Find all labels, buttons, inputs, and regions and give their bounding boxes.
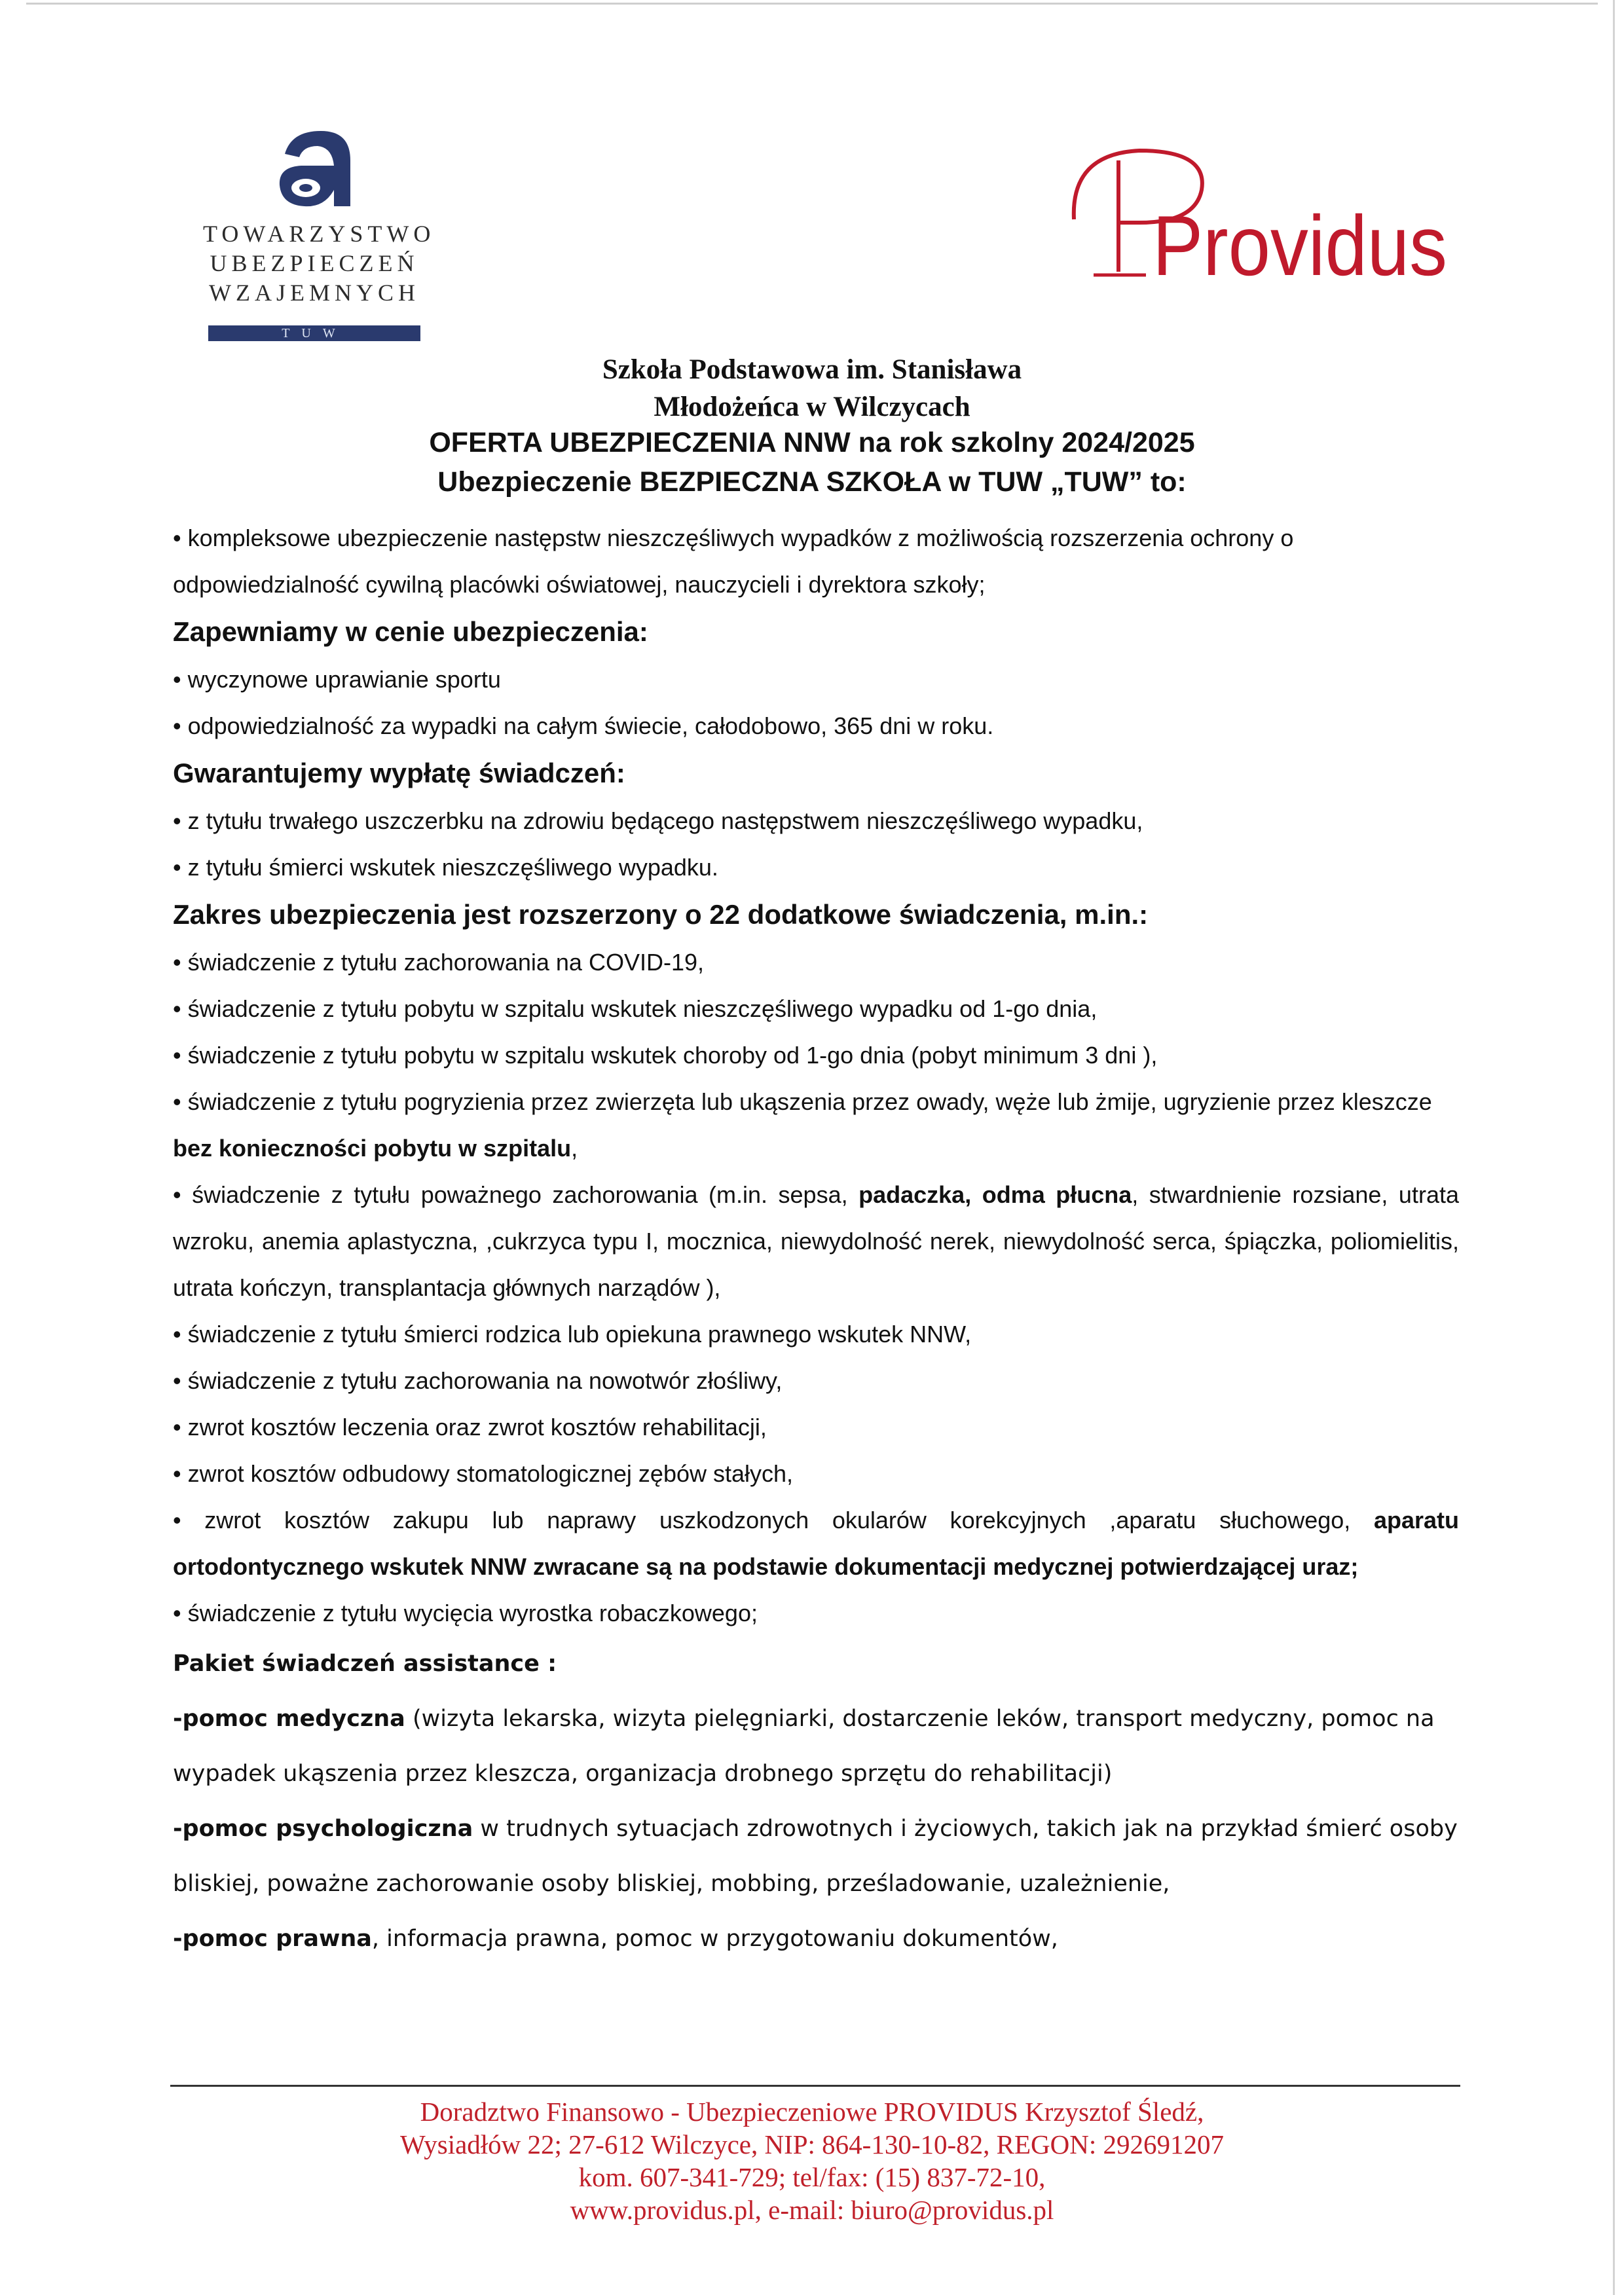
footer-divider (170, 2085, 1460, 2087)
offer-subtitle: Ubezpieczenie BEZPIECZNA SZKOŁA w TUW „TUW” to: (437, 466, 1187, 498)
footer (0, 2095, 1624, 2226)
list-item: • zwrot kosztów leczenia oraz zwrot kosztów rehabilitacji, (173, 1414, 767, 1441)
school-name-line1: Szkoła Podstawowa im. Stanisława (602, 354, 1022, 385)
section-heading-extended: Zakres ubezpieczenia jest rozszerzony o 22 dodatkowe świadczenia, m.in.: (173, 899, 1149, 930)
tuw-name-line: WZAJEMNYCH (209, 280, 420, 306)
list-item-text: , (571, 1135, 578, 1162)
assistance-text: , informacja prawna, pomoc w przygotowaniu dokumentów, (371, 1926, 1058, 1952)
list-item: • świadczenie z tytułu zachorowania na COVID-19, (173, 949, 704, 976)
assistance-item-legal (173, 1911, 1459, 1966)
list-item: • zwrot kosztów odbudowy stomatologicznej zębów stałych, (173, 1460, 794, 1487)
list-item (173, 1078, 1459, 1171)
list-item: • z tytułu trwałego uszczerbku na zdrowiu będącego następstwem nieszczęśliwego wypadku, (173, 807, 1143, 834)
footer-web-email: www.providus.pl, e-mail: biuro@providus.pl (570, 2195, 1054, 2225)
scan-edge-right (1613, 0, 1615, 2295)
assistance-item-medical (173, 1691, 1459, 1801)
assistance-item-psychological (173, 1801, 1459, 1911)
list-item-bold: aparatu ortodontycznego wskutek NNW zwracane są na podstawie dokumentacji medycznej potwierdzającej uraz; (173, 1507, 1459, 1580)
tuw-name-line: TOWARZYSTWO (203, 221, 435, 247)
footer-address: Wysiadłów 22; 27-612 Wilczyce, NIP: 864-130-10-82, REGON: 292691207 (400, 2129, 1224, 2159)
list-item: • świadczenie z tytułu śmierci rodzica lub opiekuna prawnego wskutek NNW, (173, 1321, 972, 1348)
list-item-text: • zwrot kosztów zakupu lub naprawy uszkodzonych okularów korekcyjnych ,aparatu słuchowego, (173, 1507, 1374, 1533)
assistance-text: w trudnych sytuacjach zdrowotnych i życiowych, takich jak na przykład śmierć osoby bliskiej, poważne zachorowanie osoby bliskiej, mobbing, prześladowanie, uzależnienie, (173, 1816, 1458, 1897)
list-item (173, 1497, 1459, 1590)
list-item-text: • świadczenie z tytułu poważnego zachorowania (m.in. sepsa, (173, 1181, 859, 1208)
school-name-line2: Młodożeńca w Wilczycach (654, 392, 970, 422)
list-item: • odpowiedzialność za wypadki na całym świecie, całodobowo, 365 dni w roku. (173, 712, 994, 739)
intro-paragraph: • kompleksowe ubezpieczenie następstw nieszczęśliwych wypadków z możliwością rozszerzenia ochrony o odpowiedzialność cywilną placówki oświatowej, nauczycieli i dyrektora szkoły; (173, 524, 1294, 598)
providus-logo (1067, 141, 1460, 311)
document-body (173, 515, 1459, 1966)
footer-phone: kom. 607-341-729; tel/fax: (15) 837-72-10, (578, 2162, 1046, 2192)
providus-text: Providus (1153, 198, 1447, 293)
section-heading-coverage: Zapewniamy w cenie ubezpieczenia: (173, 616, 648, 647)
tuw-bar: TUW (208, 325, 420, 341)
list-item-bold: bez konieczności pobytu w szpitalu (173, 1135, 572, 1162)
tuw-name (203, 219, 435, 308)
list-item (173, 1171, 1459, 1311)
scan-edge-top (26, 3, 1598, 5)
list-item-bold: padaczka, odma płucna (858, 1181, 1132, 1208)
list-item: • świadczenie z tytułu zachorowania na nowotwór złośliwy, (173, 1367, 783, 1394)
list-item: • świadczenie z tytułu pobytu w szpitalu wskutek nieszczęśliwego wypadku od 1-go dnia, (173, 995, 1098, 1022)
list-item-text: • świadczenie z tytułu pogryzienia przez zwierzęta lub ukąszenia przez owady, węże lub żmije, ugryzienie przez kleszcze (173, 1088, 1432, 1115)
tuw-name-line: UBEZPIECZEŃ (210, 250, 419, 276)
section-heading-benefits: Gwarantujemy wypłatę świadczeń: (173, 758, 625, 788)
footer-company: Doradztwo Finansowo - Ubezpieczeniowe PROVIDUS Krzysztof Śledź, (420, 2097, 1204, 2127)
list-item-text: , stwardnienie rozsiane, utrata wzroku, anemia aplastyczna, ,cukrzyca typu I, mocznica, niewydolność nerek, niewydolność serca, śpiączka, poliomielitis, utrata kończyn, transplantacja głównych narządów ), (173, 1181, 1459, 1301)
list-item: • świadczenie z tytułu pobytu w szpitalu wskutek choroby od 1-go dnia (pobyt minimum 3 dni ), (173, 1042, 1158, 1069)
assistance-label: -pomoc psychologiczna (173, 1816, 473, 1842)
list-item: • świadczenie z tytułu wycięcia wyrostka robaczkowego; (173, 1600, 758, 1626)
tuw-logo (203, 128, 435, 350)
assistance-title: Pakiet świadczeń assistance : (173, 1651, 557, 1677)
assistance-label: -pomoc medyczna (173, 1706, 405, 1732)
assistance-text: (wizyta lekarska, wizyta pielęgniarki, dostarczenie leków, transport medyczny, pomoc na wypadek ukąszenia przez kleszcza, organizacja drobnego sprzętu do rehabilitacji) (173, 1706, 1435, 1787)
list-item: • z tytułu śmierci wskutek nieszczęśliwego wypadku. (173, 854, 718, 881)
tuw-mark-icon (272, 128, 357, 210)
list-item: • wyczynowe uprawianie sportu (173, 666, 501, 693)
assistance-label: -pomoc prawna (173, 1926, 372, 1952)
offer-title: OFERTA UBEZPIECZENIA NNW na rok szkolny 2024/2025 (429, 427, 1195, 458)
